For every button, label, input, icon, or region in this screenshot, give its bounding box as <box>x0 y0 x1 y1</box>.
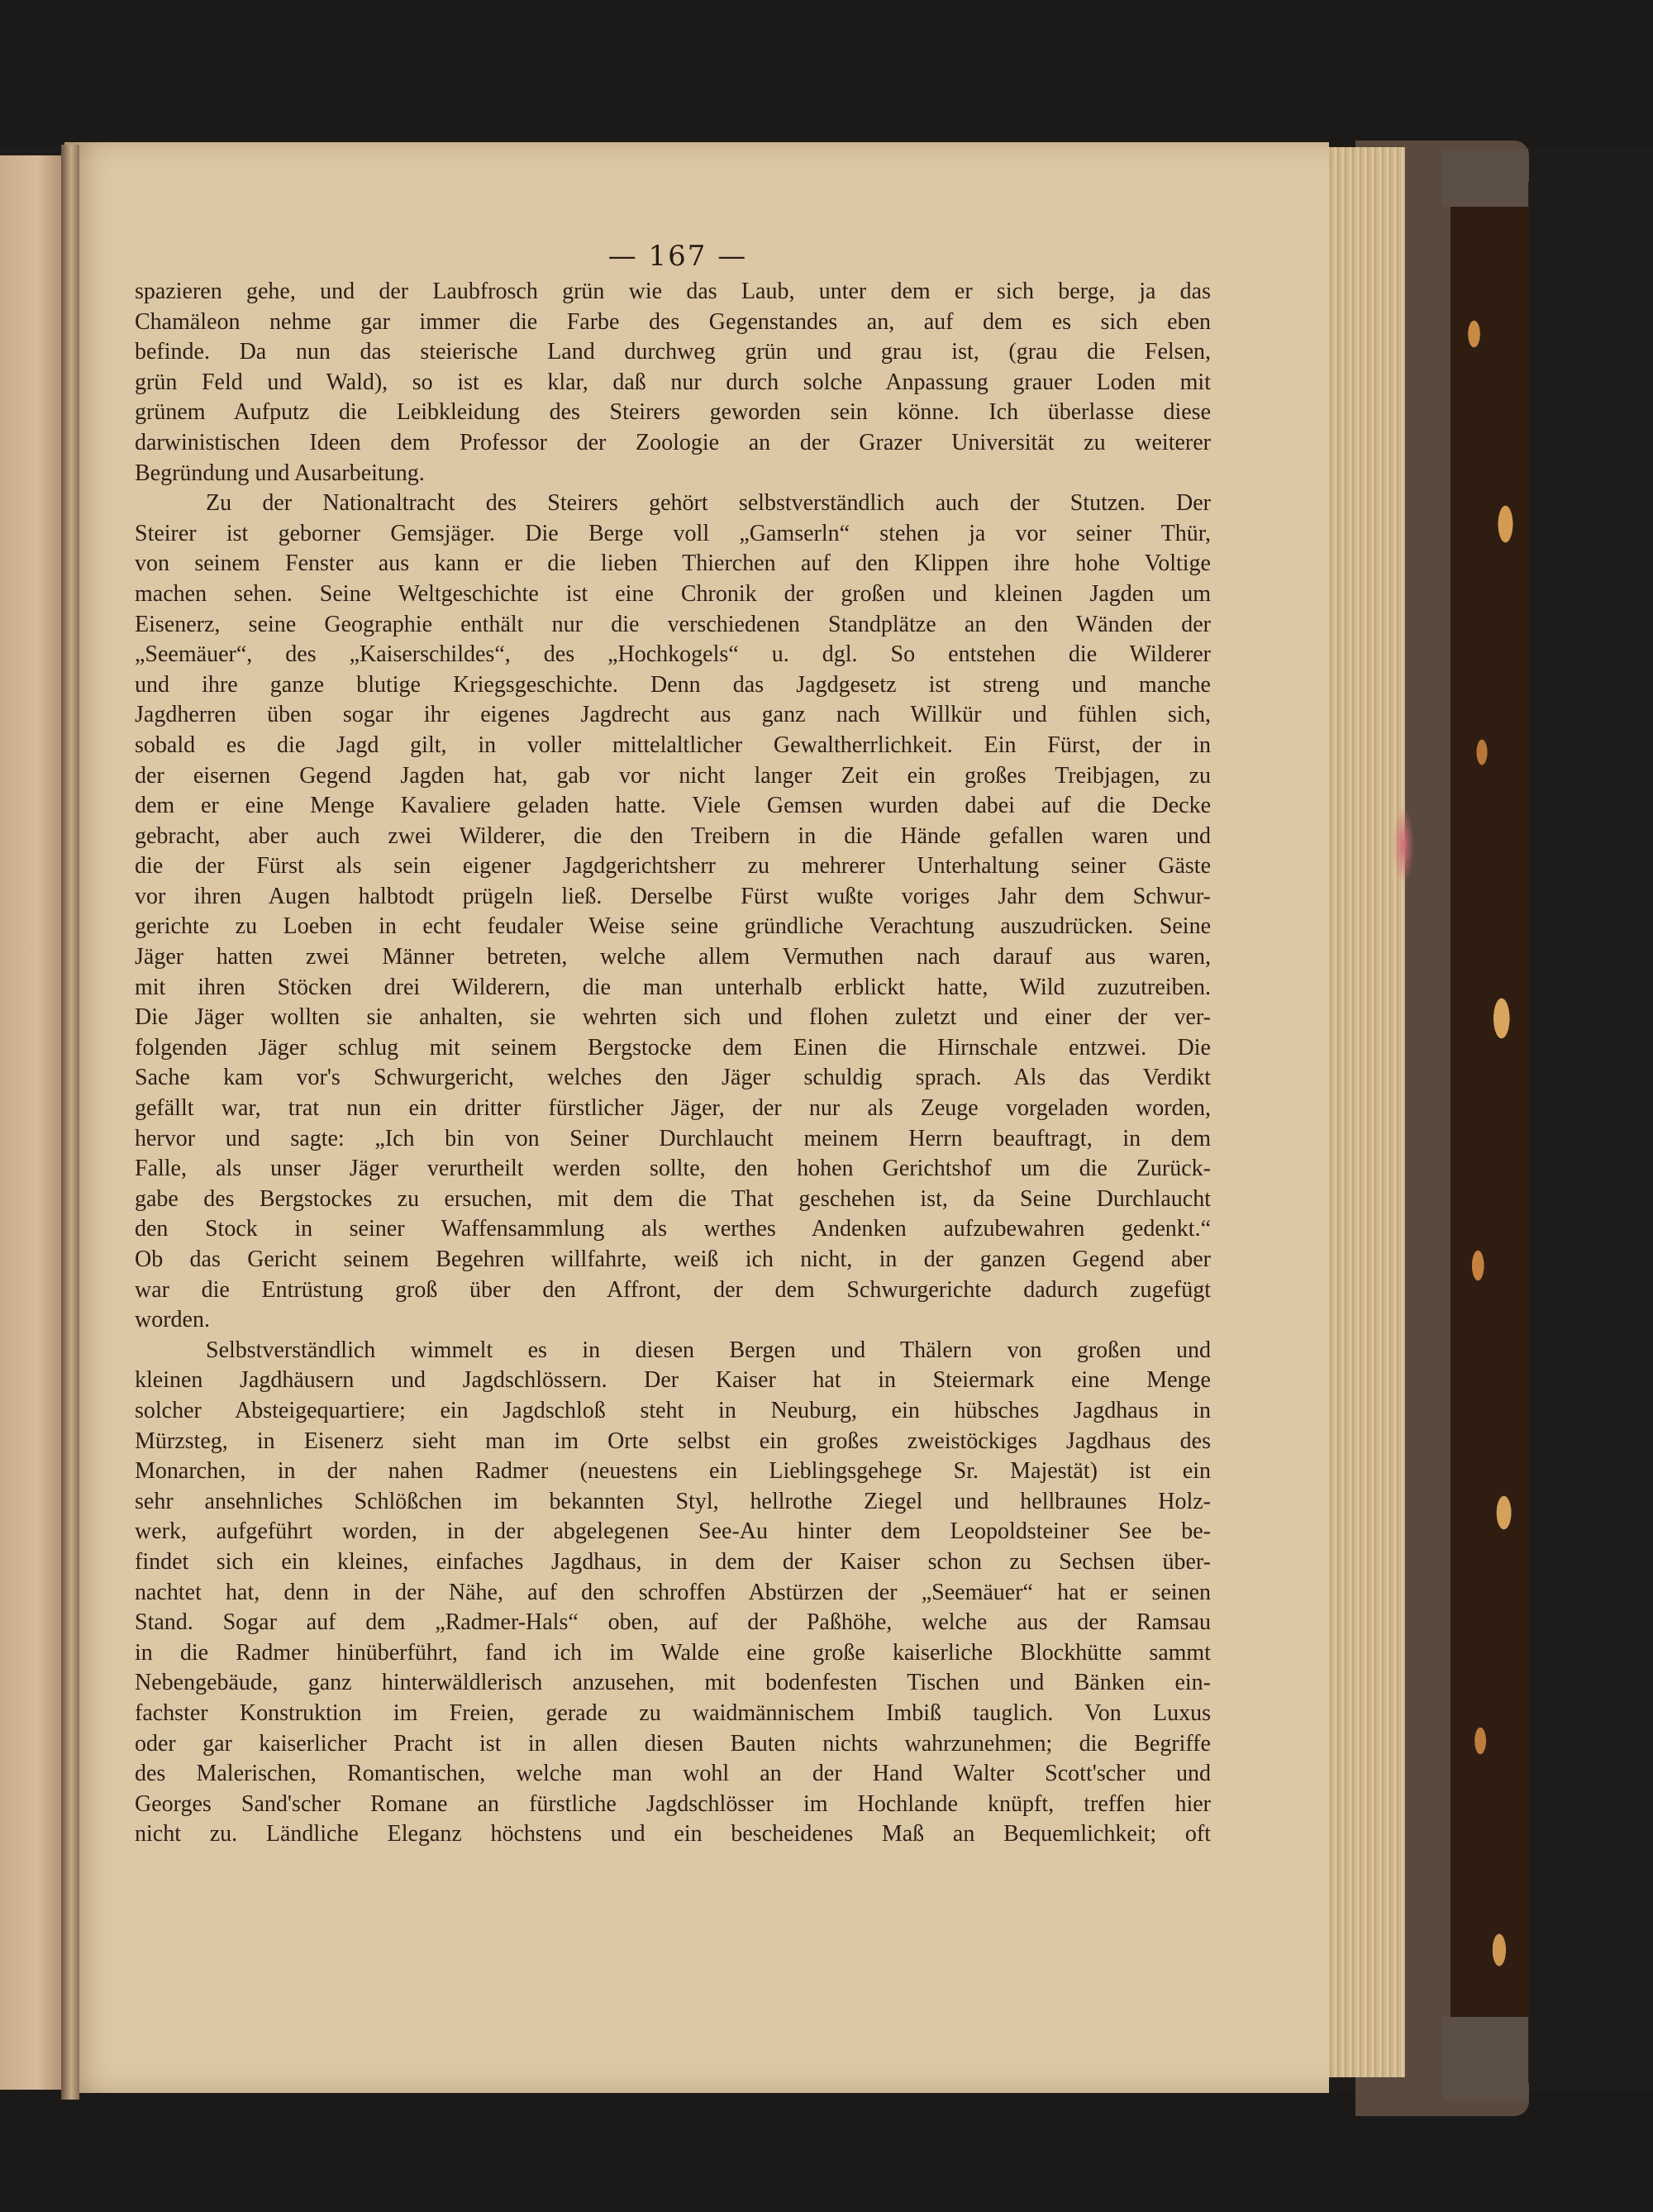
text-line: Mürzsteg, in Eisenerz sieht man im Orte selbst ein großes zweistöckiges Jagdhaus des <box>135 1428 1211 1454</box>
text-line: nachtet hat, denn in der Nähe, auf den schroffen Abstürzen der „Seemäuer“ hat er seinen <box>135 1579 1211 1605</box>
text-line: Sache kam vor's Schwurgericht, welches den Jäger schuldig sprach. Als das Verdikt <box>135 1065 1211 1091</box>
body-text <box>135 277 1211 1850</box>
text-line: Monarchen, in der nahen Radmer (neuestens ein Lieblingsgehege Sr. Majestät) ist ein <box>135 1458 1211 1485</box>
cover-cloth-corner <box>1442 149 1528 207</box>
text-line: spazieren gehe, und der Laubfrosch grün wie das Laub, unter dem er sich berge, ja das <box>135 279 1211 304</box>
cover-cloth-corner-bottom <box>1442 2017 1528 2100</box>
text-line: Georges Sand'scher Romane an fürstliche Jagdschlösser im Hochlande knüpft, treffen hier <box>135 1790 1211 1817</box>
book-gutter <box>61 145 79 2100</box>
text-line: grünem Aufputz die Leibkleidung des Steirers geworden sein könne. Ich überlasse diese <box>135 399 1211 426</box>
text-line: werk, aufgeführt worden, in der abgelegenen See-Au hinter dem Leopoldsteiner See be- <box>135 1518 1211 1545</box>
text-line: sehr ansehnliches Schlößchen im bekannten Styl, hellrothe Ziegel und hellbraunes Holz- <box>135 1488 1211 1514</box>
text-line: gabe des Bergstockes zu ersuchen, mit dem die That geschehen ist, da Seine Durchlaucht <box>135 1185 1211 1212</box>
text-line: Nebengebäude, ganz hinterwäldlerisch anzusehen, mit bodenfesten Tischen und Bänken ein- <box>135 1670 1211 1696</box>
text-line: worden. <box>135 1307 210 1333</box>
page-block-edge <box>1318 147 1405 2077</box>
text-line: Jagdherren üben sogar ihr eigenes Jagdrecht aus ganz nach Willkür und fühlen sich, <box>135 702 1211 728</box>
text-line: Steirer ist geborner Gemsjäger. Die Berge voll „Gamserln“ stehen ja vor seiner Thür, <box>135 520 1211 546</box>
text-line: in die Radmer hinüberführt, fand ich im Walde eine große kaiserliche Blockhütte sammt <box>135 1639 1211 1666</box>
text-line: der eisernen Gegend Jagden hat, gab vor nicht langer Zeit ein großes Treibjagen, zu <box>135 762 1211 789</box>
page-number: — 167 — <box>607 240 748 273</box>
red-stain <box>1393 806 1414 884</box>
text-line: fachster Konstruktion im Freien, gerade zu waidmännischem Imbiß tauglich. Von Luxus <box>135 1700 1211 1726</box>
text-line: gebracht, aber auch zwei Wilderer, die den Treibern in die Hände gefallen waren und <box>135 822 1211 849</box>
text-line: war die Entrüstung groß über den Affront, der dem Schwurgerichte dadurch zugefügt <box>135 1276 1211 1303</box>
text-line: solcher Absteigequartiere; ein Jagdschloß steht in Neuburg, ein hübsches Jagdhaus in <box>135 1397 1211 1423</box>
text-line: hervor und sagte: „Ich bin von Seiner Durchlaucht meinem Herrn beauftragt, in dem <box>135 1125 1211 1151</box>
text-line: Chamäleon nehme gar immer die Farbe des Gegenstandes an, auf dem es sich eben <box>135 308 1211 335</box>
text-line: den Stock in seiner Waffensammlung als werthes Andenken aufzubewahren gedenkt.“ <box>135 1216 1211 1242</box>
text-line: des Malerischen, Romantischen, welche man wohl an der Hand Walter Scott'scher und <box>135 1761 1211 1787</box>
text-line: oder gar kaiserlicher Pracht ist in allen diesen Bauten nichts wahrzunehmen; die Begriffe <box>135 1730 1211 1757</box>
text-line: grün Feld und Wald), so ist es klar, daß nur durch solche Anpassung grauer Loden mit <box>135 369 1211 395</box>
text-line: Jäger hatten zwei Männer betreten, welche allem Vermuthen nach darauf aus waren, <box>135 944 1211 970</box>
text-line: Ob das Gericht seinem Begehren willfahrte, weiß ich nicht, in der ganzen Gegend aber <box>135 1247 1211 1272</box>
scan-background <box>0 0 1653 147</box>
text-line: die der Fürst als sein eigener Jagdgerichtsherr zu mehrerer Unterhaltung seiner Gäste <box>135 853 1211 880</box>
facing-page-edge <box>0 155 68 2090</box>
text-line: gefällt war, trat nun ein dritter fürstlicher Jäger, der nur als Zeuge vorgeladen worden, <box>135 1095 1211 1122</box>
text-line: dem er eine Menge Kavaliere geladen hatte. Viele Gemsen wurden dabei auf die Decke <box>135 793 1211 819</box>
text-line: nicht zu. Ländliche Eleganz höchstens und ein bescheidenes Maß an Bequemlichkeit; oft <box>135 1821 1211 1847</box>
text-line: Falle, als unser Jäger verurtheilt werden sollte, den hohen Gerichtshof um die Zurück- <box>135 1156 1211 1182</box>
text-line: Eisenerz, seine Geographie enthält nur die verschiedenen Standplätze an den Wänden der <box>135 611 1211 637</box>
text-line: „Seemäuer“, des „Kaiserschildes“, des „Hochkogels“ u. dgl. So entstehen die Wilderer <box>135 641 1211 668</box>
text-line: Begründung und Ausarbeitung. <box>135 460 425 486</box>
text-line: und ihre ganze blutige Kriegsgeschichte. Denn das Jagdgesetz ist streng und manche <box>135 671 1211 698</box>
text-line: Die Jäger wollten sie anhalten, sie wehrten sich und flohen zuletzt und einer der ver- <box>135 1004 1211 1031</box>
text-line: Stand. Sogar auf dem „Radmer-Hals“ oben, auf der Paßhöhe, welche aus der Ramsau <box>135 1609 1211 1636</box>
text-line: von seinem Fenster aus kann er die lieben Thierchen auf den Klippen ihre hohe Voltige <box>135 551 1211 577</box>
text-line: Selbstverständlich wimmelt es in diesen Bergen und Thälern von großen und <box>206 1337 1211 1363</box>
text-line: mit ihren Stöcken drei Wilderern, die man unterhalb erblickt hatte, Wild zuzutreiben. <box>135 974 1211 1000</box>
text-line: findet sich ein kleines, einfaches Jagdhaus, in dem der Kaiser schon zu Sechsen über- <box>135 1548 1211 1575</box>
text-line: sobald es die Jagd gilt, in voller mittelaltlicher Gewaltherrlichkeit. Ein Fürst, der in <box>135 732 1211 758</box>
text-line: vor ihren Augen halbtodt prügeln ließ. Derselbe Fürst wußte voriges Jahr dem Schwur- <box>135 883 1211 909</box>
text-line: folgenden Jäger schlug mit seinem Bergstocke dem Einen die Hirnschale entzwei. Die <box>135 1034 1211 1061</box>
text-line: darwinistischen Ideen dem Professor der Zoologie an der Grazer Universität zu weiterer <box>135 429 1211 455</box>
marbled-cover-edge <box>1451 182 1529 2083</box>
text-line: kleinen Jagdhäusern und Jagdschlössern. Der Kaiser hat in Steiermark eine Menge <box>135 1367 1211 1394</box>
text-line: Zu der Nationaltracht des Steirers gehört selbstverständlich auch der Stutzen. Der <box>206 490 1211 517</box>
text-line: machen sehen. Seine Weltgeschichte ist eine Chronik der großen und kleinen Jagden um <box>135 580 1211 607</box>
text-line: befinde. Da nun das steierische Land durchweg grün und grau ist, (grau die Felsen, <box>135 339 1211 365</box>
text-line: gerichte zu Loeben in echt feudaler Weise seine gründliche Verachtung auszudrücken. Seine <box>135 913 1211 940</box>
